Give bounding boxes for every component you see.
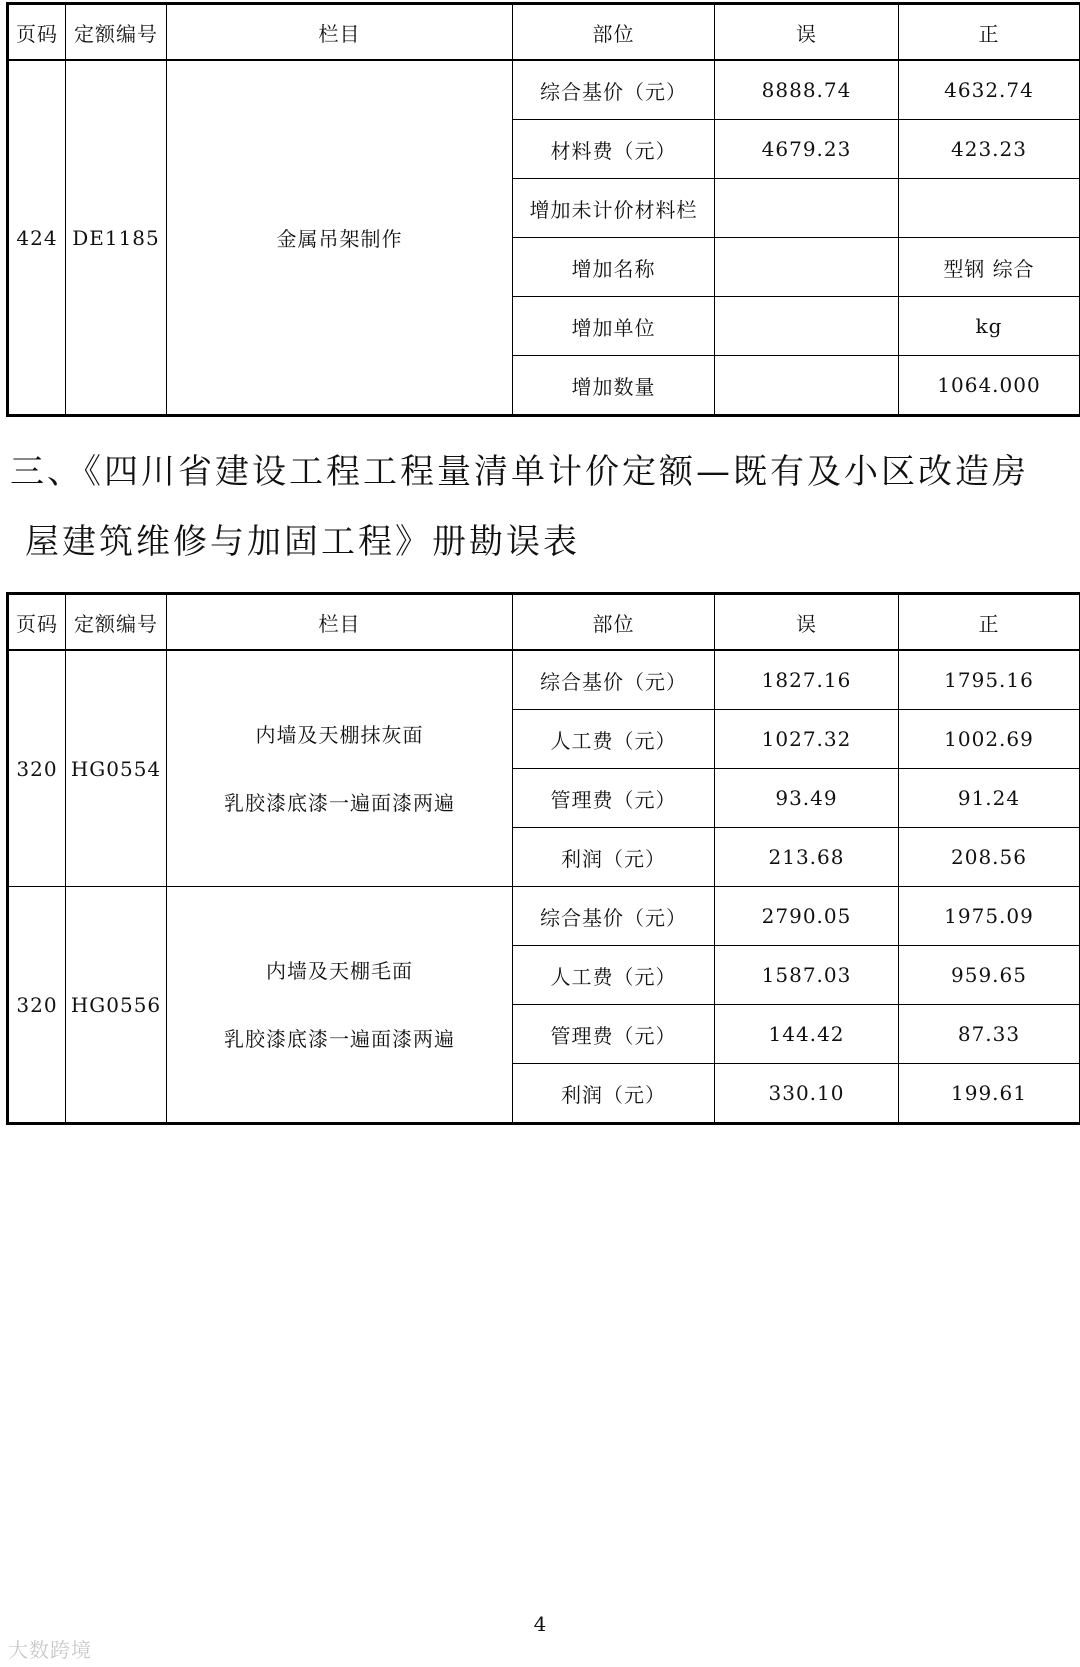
correct-cell: 87.33 — [899, 1005, 1080, 1064]
part-cell: 利润（元） — [513, 1064, 715, 1124]
quota-no-cell: DE1185 — [66, 60, 167, 416]
section-title-line-2: 屋建筑维修与加固工程》册勘误表 — [25, 522, 580, 562]
wrong-cell — [715, 179, 899, 238]
correct-cell: 199.61 — [899, 1064, 1080, 1124]
section-title — [10, 437, 1070, 577]
correct-cell: 1975.09 — [899, 887, 1080, 946]
item-line-2: 乳胶漆底漆一遍面漆两遍 — [224, 1026, 455, 1051]
part-cell: 综合基价（元） — [513, 650, 715, 710]
part-cell: 综合基价（元） — [513, 60, 715, 120]
correct-cell: 423.23 — [899, 120, 1080, 179]
part-cell: 材料费（元） — [513, 120, 715, 179]
page-cell: 320 — [8, 650, 66, 887]
correct-cell: 4632.74 — [899, 60, 1080, 120]
wrong-cell: 213.68 — [715, 828, 899, 887]
header-quota-no: 定额编号 — [66, 4, 167, 61]
header-item: 栏目 — [167, 594, 513, 651]
wrong-cell — [715, 238, 899, 297]
quota-no-cell: HG0554 — [66, 650, 167, 887]
item-line-1: 内墙及天棚抹灰面 — [255, 722, 424, 747]
part-cell: 利润（元） — [513, 828, 715, 887]
correct-cell: 91.24 — [899, 769, 1080, 828]
item-cell — [167, 650, 513, 887]
wrong-cell: 4679.23 — [715, 120, 899, 179]
part-cell: 增加名称 — [513, 238, 715, 297]
page-cell: 424 — [8, 60, 66, 416]
erratum-table-1 — [6, 2, 1080, 417]
table-header-row — [8, 4, 1080, 61]
header-page: 页码 — [8, 594, 66, 651]
header-part: 部位 — [513, 4, 715, 61]
correct-cell: 1795.16 — [899, 650, 1080, 710]
part-cell: 增加未计价材料栏 — [513, 179, 715, 238]
item-cell: 金属吊架制作 — [167, 60, 513, 416]
table-header-row — [8, 594, 1080, 651]
quota-no-cell: HG0556 — [66, 887, 167, 1124]
header-correct: 正 — [899, 594, 1080, 651]
part-cell: 综合基价（元） — [513, 887, 715, 946]
correct-cell — [899, 179, 1080, 238]
wrong-cell: 2790.05 — [715, 887, 899, 946]
wrong-cell — [715, 356, 899, 416]
wrong-cell — [715, 297, 899, 356]
header-page: 页码 — [8, 4, 66, 61]
erratum-table-2 — [6, 592, 1080, 1125]
header-correct: 正 — [899, 4, 1080, 61]
correct-cell: 208.56 — [899, 828, 1080, 887]
section-title-line-1: 三、《四川省建设工程工程量清单计价定额—既有及小区改造房 — [10, 452, 1029, 492]
correct-cell: 959.65 — [899, 946, 1080, 1005]
part-cell: 人工费（元） — [513, 946, 715, 1005]
item-line-2: 乳胶漆底漆一遍面漆两遍 — [224, 790, 455, 815]
wrong-cell: 8888.74 — [715, 60, 899, 120]
correct-cell: 型钢 综合 — [899, 238, 1080, 297]
wrong-cell: 1027.32 — [715, 710, 899, 769]
part-cell: 增加数量 — [513, 356, 715, 416]
header-quota-no: 定额编号 — [66, 594, 167, 651]
watermark: 大数跨境 — [8, 1638, 92, 1662]
wrong-cell: 1827.16 — [715, 650, 899, 710]
part-cell: 增加单位 — [513, 297, 715, 356]
wrong-cell: 1587.03 — [715, 946, 899, 1005]
wrong-cell: 330.10 — [715, 1064, 899, 1124]
part-cell: 管理费（元） — [513, 1005, 715, 1064]
item-cell — [167, 887, 513, 1124]
table-row — [8, 887, 1080, 946]
correct-cell: kg — [899, 297, 1080, 356]
wrong-cell: 93.49 — [715, 769, 899, 828]
item-line-1: 内墙及天棚毛面 — [266, 958, 413, 983]
page-cell: 320 — [8, 887, 66, 1124]
header-item: 栏目 — [167, 4, 513, 61]
header-wrong: 误 — [715, 4, 899, 61]
correct-cell: 1002.69 — [899, 710, 1080, 769]
part-cell: 人工费（元） — [513, 710, 715, 769]
correct-cell: 1064.000 — [899, 356, 1080, 416]
header-wrong: 误 — [715, 594, 899, 651]
table-row — [8, 650, 1080, 710]
page-number: 4 — [533, 1612, 547, 1636]
table-row — [8, 60, 1080, 120]
part-cell: 管理费（元） — [513, 769, 715, 828]
header-part: 部位 — [513, 594, 715, 651]
wrong-cell: 144.42 — [715, 1005, 899, 1064]
